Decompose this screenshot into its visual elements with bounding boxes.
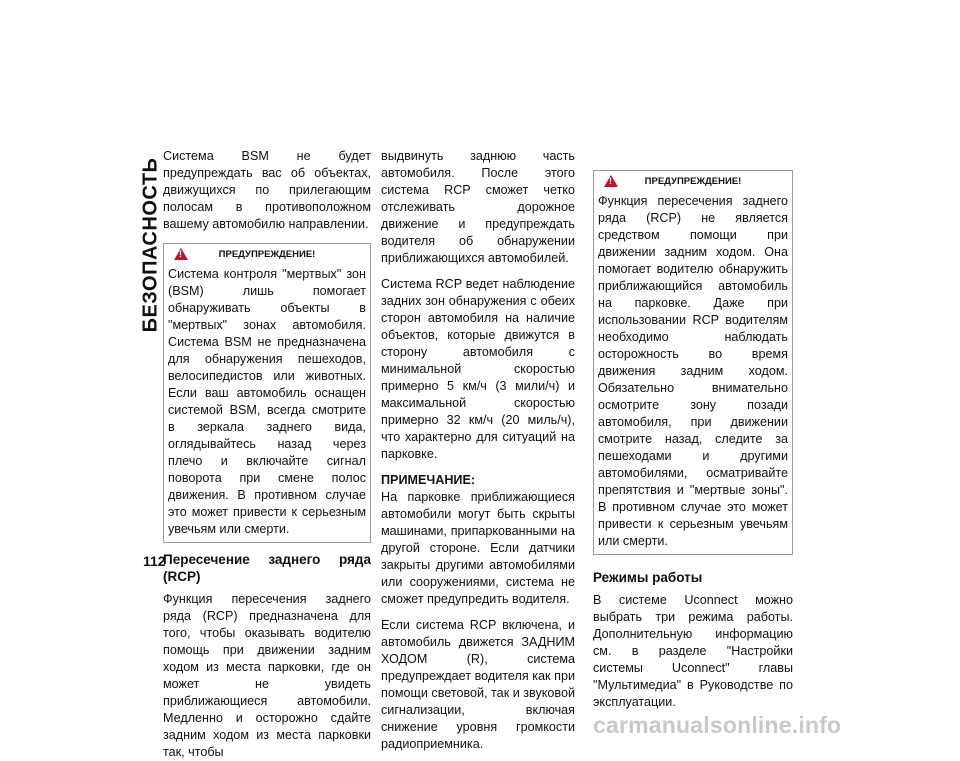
warning-triangle-icon bbox=[604, 175, 618, 187]
page-number: 112 bbox=[143, 553, 166, 569]
warning-title: ПРЕДУПРЕЖДЕНИЕ! bbox=[644, 176, 742, 187]
warning-triangle-icon bbox=[174, 248, 188, 260]
rcp-body-paragraph: Функция пересечения заднего ряда (RCP) предназначена для того, чтобы оказывать водителю помощь при движении задним ходом из места парковки, где он может не увидеть приближающиеся автомобили. Медленно и осторожно сдайте задним ходом из места парковки так, чтобы bbox=[163, 592, 371, 759]
paragraph-1: выдвинуть заднюю часть автомобиля. После этого система RCP сможет четко отслеживать дорожное движение и предупреждать водителя об обнаружении приближающихся автомобилей. bbox=[381, 149, 575, 265]
warning-text: Система контроля "мертвых" зон (BSM) лишь помогает обнаруживать объекты в "мертвых" зонах автомобиля. Система BSM не предназначена для обнаружения пешеходов, велосипедистов или животных. Если ваш автомобиль оснащен системой BSM, всегда смотрите в зеркала заднего вида, оглядывайтесь назад через плечо и включайте сигнал поворота при смене полос движения. В противном случае это может привести к серьезным увечьям или смерти. bbox=[168, 267, 366, 536]
warning-header bbox=[168, 244, 366, 266]
note-title: ПРИМЕЧАНИЕ: bbox=[381, 473, 476, 487]
warning-title: ПРЕДУПРЕЖДЕНИЕ! bbox=[218, 249, 316, 260]
warning-box-bsm bbox=[163, 243, 371, 543]
column-2 bbox=[381, 148, 575, 753]
section-heading-modes: Режимы работы bbox=[593, 570, 703, 585]
column-3 bbox=[593, 170, 793, 711]
section-heading-rcp: Пересечение заднего ряда (RCP) bbox=[163, 552, 371, 584]
modes-body-paragraph: В системе Uconnect можно выбрать три режима работы. Дополнительную информацию см. в разделе "Настройки системы Uconnect" главы "Мультимедиа" в Руководстве по эксплуатации. bbox=[593, 593, 793, 709]
column-1 bbox=[163, 148, 371, 761]
paragraph-3: Если система RCP включена, и автомобиль движется ЗАДНИМ ХОДОМ (R), система предупреждает водителя как при помощи световой, так и звуковой сигнализации, включая снижение уровня громкости радиоприемника. bbox=[381, 618, 575, 751]
paragraph-2: Система RCP ведет наблюдение задних зон обнаружения с обеих сторон автомобиля на наличие объектов, которые движутся в сторону автомобиля с минимальной скоростью примерно 5 км/ч (3 мили/ч) и максимальной скоростью примерно 32 км/ч (20 миль/ч), что характерно для ситуаций на парковке. bbox=[381, 277, 575, 461]
note-text: На парковке приближающиеся автомобили могут быть скрыты машинами, припаркованными на другой стороне. Если датчики закрыты другими автомобилями или сооружениями, система не сможет предупредить водителя. bbox=[381, 490, 575, 606]
intro-paragraph: Система BSM не будет предупреждать вас об объектах, движущихся по прилегающим полосам в противоположном вашему автомобилю направлении. bbox=[163, 149, 371, 231]
warning-text: Функция пересечения заднего ряда (RCP) не является средством помощи при движении задним ходом. Она помогает водителю обнаружить приближающийся автомобиль на парковке. Даже при использовании RCP водителям необходимо наблюдать осторожность во время движения задним ходом. Обязательно внимательно осмотрите зону позади автомобиля, при движении смотрите назад, следите за пешеходами и другими автомобилями, осматривайте препятствия и "мертвые зоны". В противном случае это может привести к серьезным увечьям или смерти. bbox=[598, 194, 788, 548]
warning-box-rcp bbox=[593, 170, 793, 555]
section-title: БЕЗОПАСНОСТЬ bbox=[139, 157, 162, 333]
section-side-tab bbox=[139, 157, 162, 333]
warning-header bbox=[598, 171, 788, 193]
watermark: carmanualsonline.info bbox=[593, 712, 842, 738]
